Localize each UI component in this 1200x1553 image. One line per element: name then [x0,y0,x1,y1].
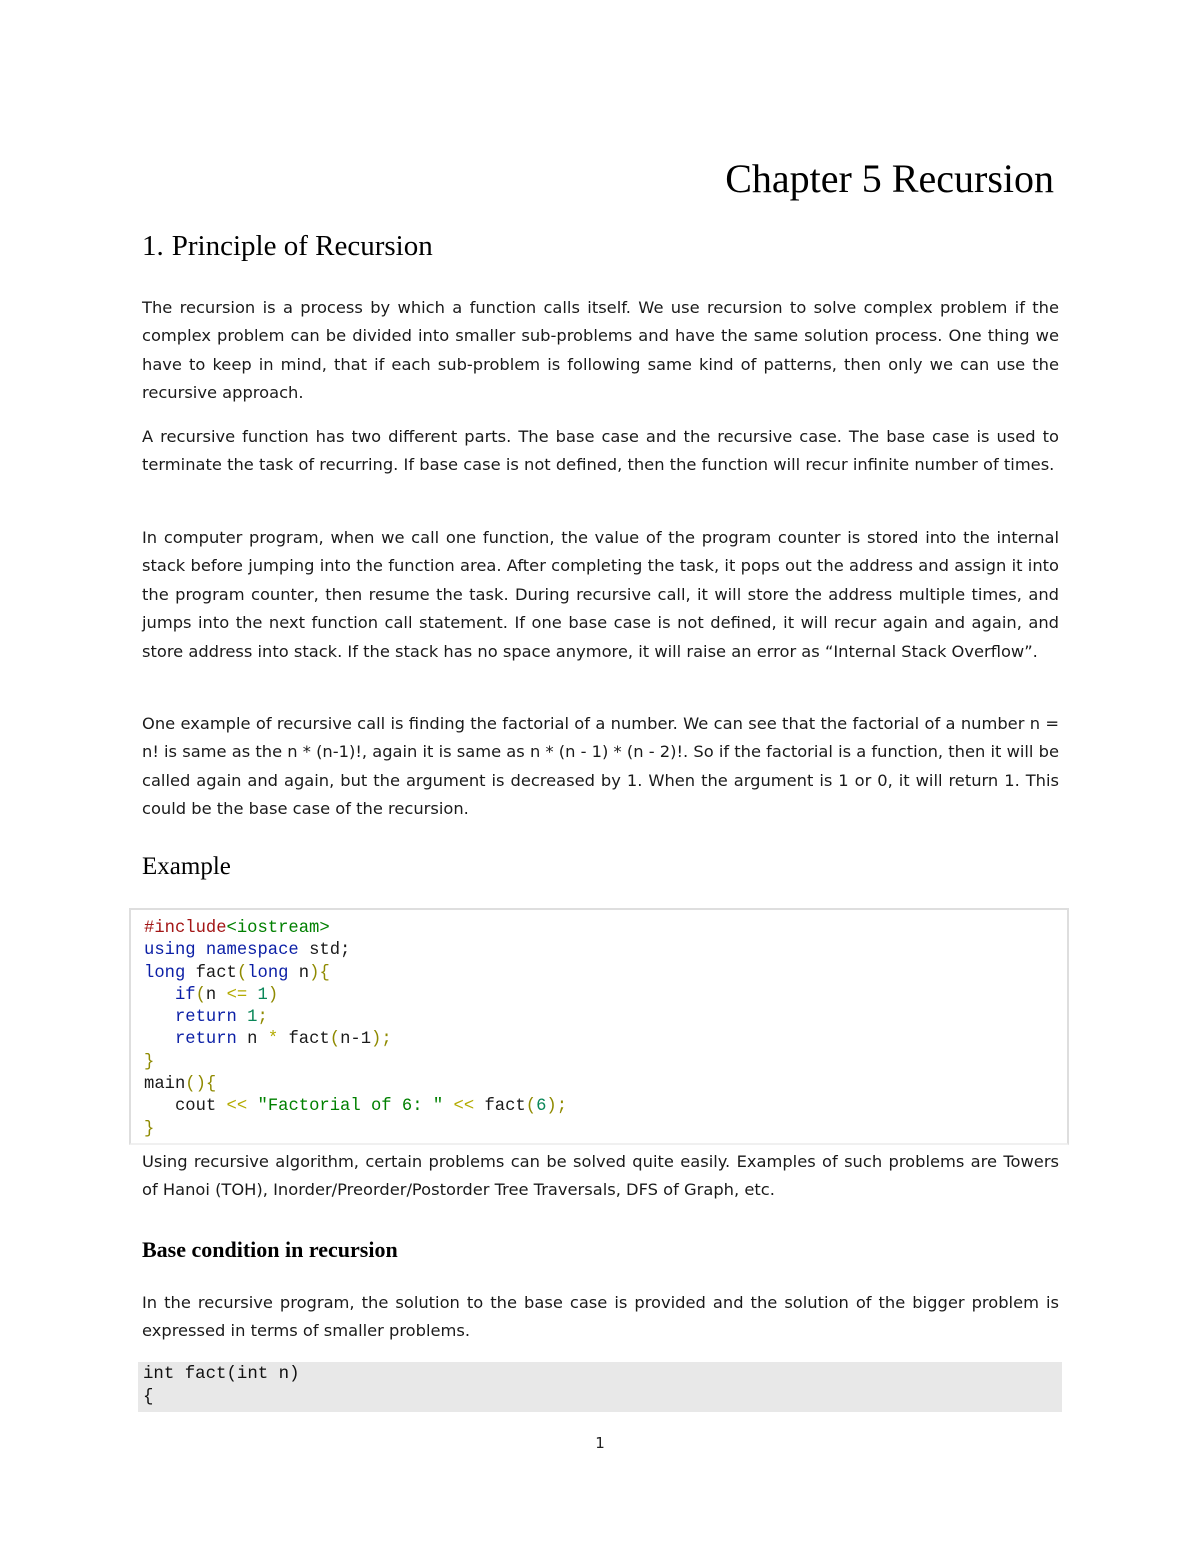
code-line: cout << "Factorial of 6: " << fact(6); [174,1097,568,1117]
code-line: return n * fact(n-1); [174,1030,392,1050]
paragraph-recursive-parts: A recursive function has two different parts. The base case and the recursive case. The base case is used to terminate the task of recurring. If base case is not defined, then the function will recur infinite number of times. [142,427,1059,475]
paragraph-recursive-algorithms: Using recursive algorithm, certain problems can be solved quite easily. Examples of such problems are Towers of Hanoi (TOH), Inorder/Preorder/Postorder Tree Traversals, DFS of Graph, etc. [142,1152,1059,1200]
base-condition-heading: Base condition in recursion [142,1237,398,1262]
example-code [144,918,567,1141]
chapter-title: Chapter 5 Recursion [725,156,1054,201]
section-title-text: Principle of Recursion [171,230,433,262]
base-condition-code [143,1364,300,1409]
code-line: #include<iostream> [144,919,330,938]
code-line: } [144,1119,155,1139]
base-condition-code-block [138,1362,1062,1412]
code-line: int fact(int n) [143,1365,300,1384]
code-line: if(n <= 1) [174,985,279,1005]
page-number: 1 [595,1434,605,1452]
section-number: 1. [142,230,164,262]
example-code-block [129,908,1069,1145]
code-line: using namespace std; [144,941,351,961]
paragraph-program-counter: In computer program, when we call one function, the value of the program counter is stored into the internal stack before jumping into the function area. After completing the task, it pops out the address and assign it into the program counter, then resume the task. During recursive call, it will store the address multiple times, and jumps into the next function call statement. If one base case is not defined, it will recur again and again, and store address into stack. If the stack has no space anymore, it will raise an error as “Internal Stack Overflow”. [142,528,1059,661]
code-line: return 1; [174,1008,268,1028]
section-title [142,226,433,266]
example-heading: Example [142,853,231,880]
code-line: { [143,1387,154,1407]
code-line: } [144,1052,155,1072]
paragraph-base-condition: In the recursive program, the solution to the base case is provided and the solution of the bigger problem is expressed in terms of smaller problems. [142,1293,1059,1341]
paragraph-factorial-example: One example of recursive call is finding the factorial of a number. We can see that the factorial of a number n = n! is same as the n * (n-1)!, again it is same as n * (n - 1) * (n - 2)!. So if the factorial is a function, then it will be called again and again, but the argument is decreased by 1. When the argument is 1 or 0, it will return 1. This could be the base case of the recursion. [142,714,1059,819]
paragraph-recursion-definition: The recursion is a process by which a function calls itself. We use recursion to solve complex problem if the complex problem can be divided into smaller sub-problems and have the same solution process. One thing we have to keep in mind, that if each sub-problem is following same kind of patterns, then only we can use the recursive approach. [142,298,1059,403]
code-line: long fact(long n){ [144,963,330,983]
code-line: main(){ [144,1075,217,1095]
